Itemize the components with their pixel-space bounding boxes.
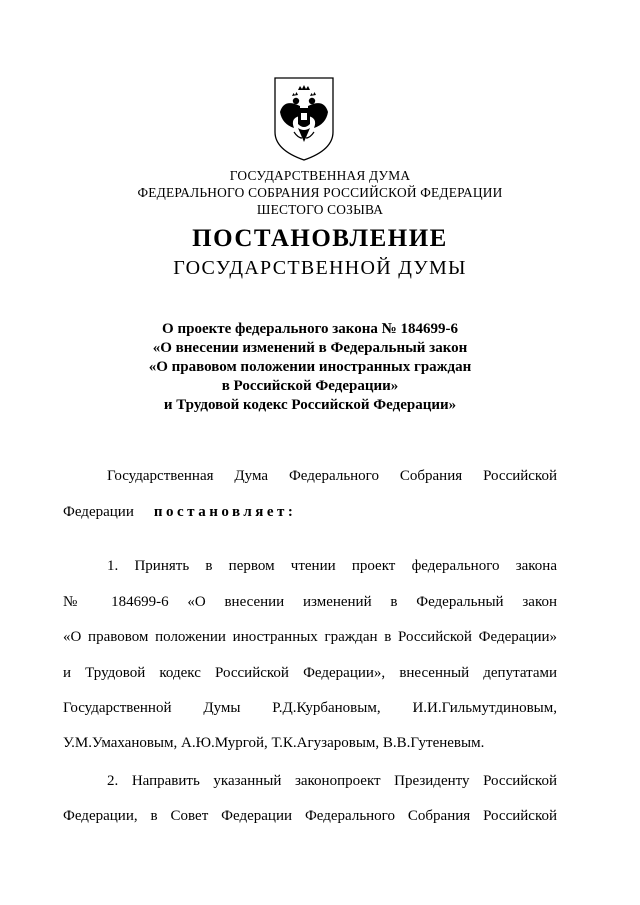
org-name-line1: ГОСУДАРСТВЕННАЯ ДУМА	[229, 168, 411, 183]
preamble-text: Федерации	[63, 504, 134, 520]
document-title: ПОСТАНОВЛЕНИЕ	[192, 225, 448, 252]
paragraph1-line3: «О правовом положении иностранных граждан в Российской Федерации»	[63, 629, 557, 645]
paragraph1-line5: Государственной Думы Р.Д.Курбановым, И.И.Гильмутдиновым,	[63, 700, 557, 716]
paragraph1-line2: № 184699-6 «О внесении изменений в Федеральный закон	[63, 594, 557, 610]
resolves-word: постановляет:	[153, 504, 297, 520]
paragraph1-line1: 1. Принять в первом чтении проект федерального закона	[107, 558, 557, 574]
paragraph1-line4: и Трудовой кодекс Российской Федерации», внесенный депутатами	[63, 665, 557, 681]
topic-line2: «О внесении изменений в Федеральный закон	[152, 340, 468, 356]
convocation-line: ШЕСТОГО СОЗЫВА	[256, 202, 384, 217]
state-emblem-icon	[272, 76, 336, 162]
paragraph2-line2: Федерации, в Совет Федерации Федерального Собрания Российской	[63, 808, 557, 824]
topic-line1: О проекте федерального закона № 184699-6	[162, 321, 458, 337]
paragraph1-line6: У.М.Умахановым, А.Ю.Мургой, Т.К.Агузаровым, В.В.Гутеневым.	[63, 735, 485, 751]
preamble-line2	[63, 502, 557, 522]
topic-line4: в Российской Федерации»	[221, 378, 399, 394]
org-name-line2: ФЕДЕРАЛЬНОГО СОБРАНИЯ РОССИЙСКОЙ ФЕДЕРАЦИИ	[137, 185, 503, 200]
topic-line3: «О правовом положении иностранных граждан	[148, 359, 472, 375]
topic-line5: и Трудовой кодекс Российской Федерации»	[163, 397, 457, 413]
preamble-line1: Государственная Дума Федерального Собрания Российской	[107, 468, 557, 484]
document-subtitle: ГОСУДАРСТВЕННОЙ ДУМЫ	[173, 257, 467, 279]
paragraph2-line1: 2. Направить указанный законопроект Президенту Российской	[107, 773, 557, 789]
